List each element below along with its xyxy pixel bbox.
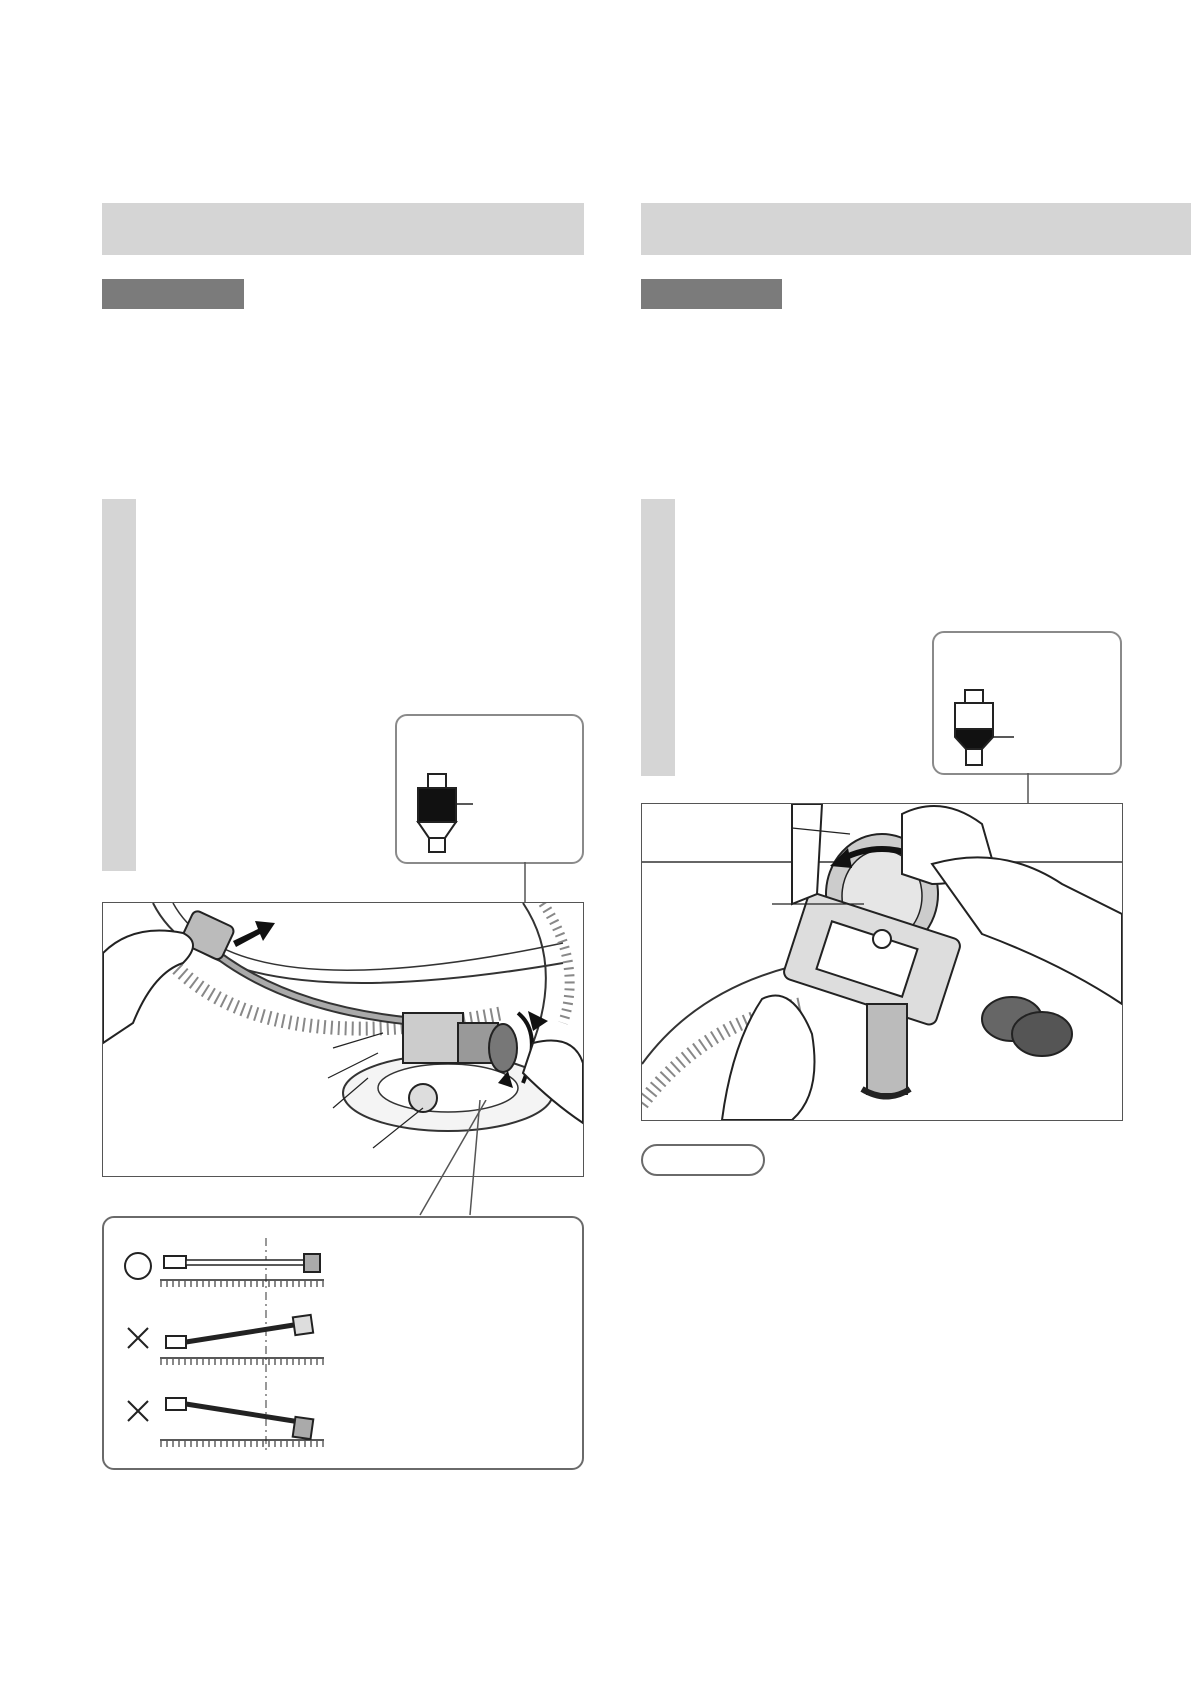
balance-row-tilted-down xyxy=(160,1398,324,1444)
hand-icon xyxy=(103,931,193,1044)
left-section-tag xyxy=(102,279,244,309)
right-section-header xyxy=(641,203,1191,255)
ok-circle-icon xyxy=(125,1253,151,1279)
right-dial-photo xyxy=(641,803,1123,1121)
counterweight-icon xyxy=(418,774,473,852)
left-counterweight-callout xyxy=(395,714,584,864)
right-step-bar xyxy=(641,499,675,776)
arrow-right-icon xyxy=(233,921,275,947)
balance-row-level xyxy=(160,1254,324,1284)
left-section-header xyxy=(102,203,584,255)
balance-row-tilted-up xyxy=(160,1315,324,1362)
left-balance-figure xyxy=(102,1216,584,1470)
right-note-pill xyxy=(641,1144,765,1176)
ng-cross-icon xyxy=(128,1328,148,1348)
ng-cross-icon xyxy=(128,1401,148,1421)
right-counterweight-callout xyxy=(932,631,1122,775)
right-section-tag xyxy=(641,279,782,309)
left-step-bar xyxy=(102,499,136,871)
left-tonearm-photo xyxy=(102,902,584,1177)
left-detail-leader xyxy=(410,1100,490,1220)
counterweight-icon xyxy=(955,690,1014,765)
